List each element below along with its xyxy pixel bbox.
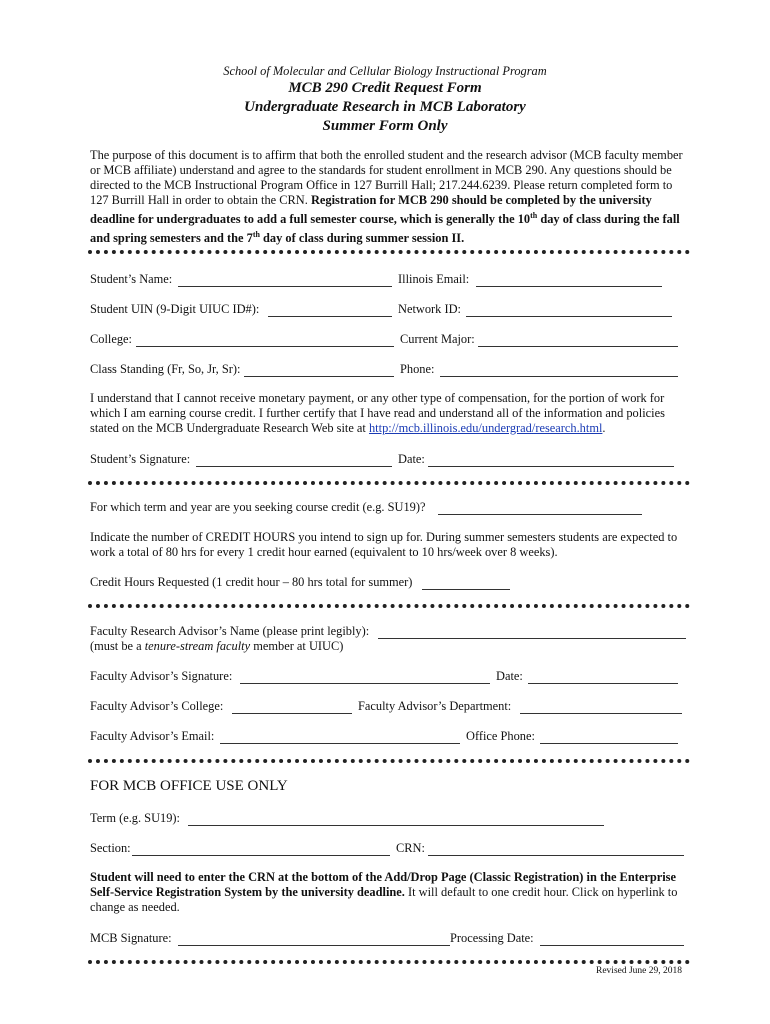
network-id-field[interactable]	[466, 316, 672, 317]
class-standing-label: Class Standing (Fr, So, Jr, Sr):	[90, 362, 241, 376]
certification-text: I understand that I cannot receive monetary payment, or any other type of compensation, for the portion of work for which I am earning course credit. I further certify that I have read and understand all of the information and policies stated on the MCB Undergraduate Research Web site at	[90, 391, 665, 435]
form-subtitle: Undergraduate Research in MCB Laboratory	[244, 99, 526, 115]
section-divider	[88, 604, 690, 608]
illinois-email-label: Illinois Email:	[398, 272, 470, 286]
illinois-email-field[interactable]	[476, 286, 662, 287]
term-field[interactable]	[438, 514, 642, 515]
office-phone-label: Office Phone:	[466, 729, 535, 743]
advisor-college-field[interactable]	[232, 713, 352, 714]
form-subtitle-summer: Summer Form Only	[322, 118, 448, 134]
processing-date-field[interactable]	[540, 945, 684, 946]
advisor-signature-label: Faculty Advisor’s Signature:	[90, 669, 233, 683]
student-uin-field[interactable]	[268, 316, 392, 317]
advisor-name-label: Faculty Research Advisor’s Name (please print legibly):	[90, 624, 370, 638]
section-field[interactable]	[132, 855, 390, 856]
processing-date-label: Processing Date:	[450, 931, 534, 945]
revision-date: Revised June 29, 2018	[596, 966, 683, 976]
student-signature-label: Student’s Signature:	[90, 452, 191, 466]
advisor-signature-field[interactable]	[240, 683, 490, 684]
section-divider	[88, 960, 690, 964]
student-name-label: Student’s Name:	[90, 272, 173, 286]
credit-hours-instructions: Indicate the number of CREDIT HOURS you intend to sign up for. During summer semesters students are expected to work a total of 80 hrs for every 1 credit hour earned (equivalent to 10 hrs/week over 8 weeks).	[90, 530, 678, 559]
intro-deadline-text: Registration for MCB 290 should be completed by the university deadline for undergraduates to add a full semester course, which is generally the 10th day of class during the fall and spring semesters and the 7th day of class during summer session II.	[90, 193, 680, 246]
form-title: MCB 290 Credit Request Form	[288, 80, 482, 96]
college-label: College:	[90, 332, 132, 346]
advisor-name-field[interactable]	[378, 638, 686, 639]
phone-label: Phone:	[400, 362, 435, 376]
office-use-heading: FOR MCB OFFICE USE ONLY	[90, 778, 288, 794]
section-divider	[88, 481, 690, 485]
office-term-field[interactable]	[188, 825, 604, 826]
advisor-department-field[interactable]	[520, 713, 682, 714]
section-label: Section:	[90, 841, 131, 855]
crn-label: CRN:	[396, 841, 425, 855]
crn-field[interactable]	[428, 855, 684, 856]
research-website-link[interactable]: http://mcb.illinois.edu/undergrad/research.html	[368, 421, 603, 435]
credit-hours-requested-label: Credit Hours Requested (1 credit hour – 80 hrs total for summer)	[90, 575, 413, 589]
intro-text: The purpose of this document is to affirm that both the enrolled student and the research advisor (MCB faculty member or MCB affiliate) understand and agree to the standards for student enrollment in MCB 290. Any questions should be directed to the MCB Instructional Program Office in 127 Burrill Hall; 217.244.6239. Please return completed form to 127 Burrill Hall in order to obtain the CRN.	[90, 148, 683, 207]
student-name-field[interactable]	[178, 286, 392, 287]
advisor-email-field[interactable]	[220, 743, 460, 744]
section-divider	[88, 759, 690, 763]
phone-field[interactable]	[440, 376, 678, 377]
advisor-date-field[interactable]	[528, 683, 678, 684]
crn-instructions: Student will need to enter the CRN at the bottom of the Add/Drop Page (Classic Registration) in the Enterprise Self-Service Registration System by the university deadline. It will default to one credit hour. Click on hyperlink to change as needed.	[90, 870, 678, 914]
advisor-college-label: Faculty Advisor’s College:	[90, 699, 224, 713]
tenure-stream-note: (must be a tenure-stream faculty member at UIUC)	[90, 639, 344, 653]
office-phone-field[interactable]	[540, 743, 678, 744]
current-major-field[interactable]	[478, 346, 678, 347]
class-standing-field[interactable]	[244, 376, 394, 377]
advisor-date-label: Date:	[496, 669, 523, 683]
current-major-label: Current Major:	[400, 332, 475, 346]
office-term-label: Term (e.g. SU19):	[90, 811, 180, 825]
network-id-label: Network ID:	[398, 302, 461, 316]
student-date-field[interactable]	[428, 466, 674, 467]
student-uin-label: Student UIN (9-Digit UIUC ID#):	[90, 302, 260, 316]
student-date-label: Date:	[398, 452, 425, 466]
advisor-department-label: Faculty Advisor’s Department:	[358, 699, 512, 713]
term-question-label: For which term and year are you seeking course credit (e.g. SU19)?	[90, 500, 426, 514]
section-divider	[88, 250, 690, 254]
credit-hours-requested-field[interactable]	[422, 589, 510, 590]
college-field[interactable]	[136, 346, 394, 347]
program-name: School of Molecular and Cellular Biology Instructional Program	[223, 64, 547, 78]
intro-paragraph	[90, 148, 690, 246]
mcb-signature-field[interactable]	[178, 945, 450, 946]
mcb-signature-label: MCB Signature:	[90, 931, 172, 945]
certification-paragraph: I understand that I cannot receive monetary payment, or any other type of compensation, for the portion of work for which I am earning course credit. I further certify that I have read and understand all of the information and policies stated on the MCB Undergraduate Research Web site at http://mcb.illinois.edu/undergrad/research.html.	[90, 391, 665, 435]
advisor-email-label: Faculty Advisor’s Email:	[90, 729, 215, 743]
student-signature-field[interactable]	[196, 466, 392, 467]
